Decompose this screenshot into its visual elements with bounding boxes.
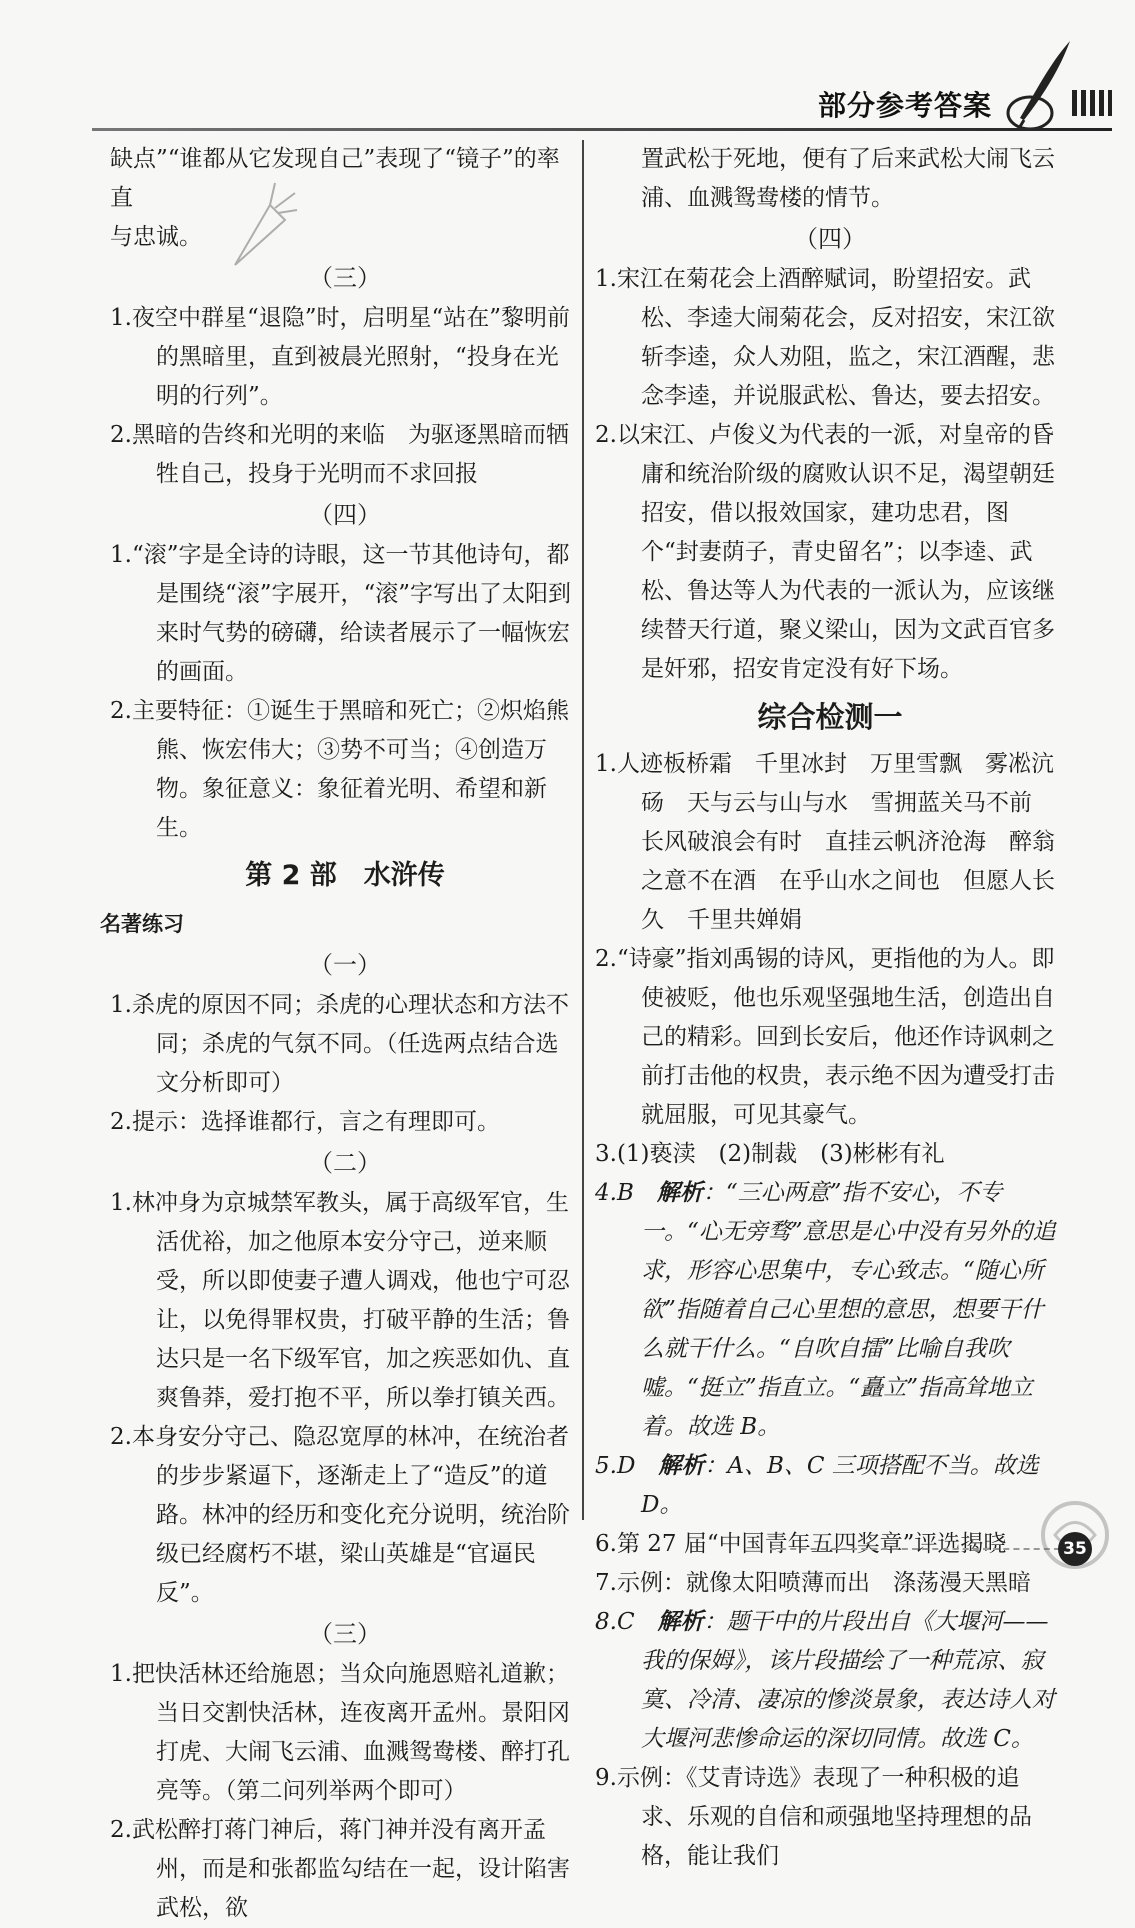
answer-item: 2.本身安分守己、隐忍宽厚的林冲，在统治者的步步紧逼下，逐渐走上了“造反”的道路。林冲的经历和变化充分说明，统治阶级已经腐朽不堪，梁山英雄是“官逼民反”。 <box>110 1424 570 1606</box>
answer-letter: 5.D <box>595 1453 636 1479</box>
continued-text: 置武松于死地，便有了后来武松大闹飞云浦、血溅鸳鸯楼的情节。 <box>641 146 1055 211</box>
answer-item: 7.示例：就像太阳喷薄而出 涤荡漫天黑暗 <box>595 1570 1031 1596</box>
answer-item: 2.“诗豪”指刘禹锡的诗风，更指他的为人。即使被贬，他也乐观坚强地生活，创造出自己的精彩。回到长安后，他还作诗讽刺之前打击他的权贵，表示绝不因为遭受打击就屈服，可见其豪气。 <box>595 946 1055 1128</box>
analysis-label: 解析 <box>658 1453 705 1479</box>
header-rule <box>92 128 1112 131</box>
sub-heading: 名著练习 <box>100 912 184 936</box>
section-heading: （二） <box>309 1149 381 1177</box>
answer-item: 1.把快活林还给施恩；当众向施恩赔礼道歉；当日交割快活林，连夜离开孟州。景阳冈打虎、大闹飞云浦、血溅鸳鸯楼、醉打孔亮等。（第二问列举两个即可） <box>110 1661 570 1804</box>
answer-item: 1.宋江在菊花会上酒醉赋词，盼望招安。武松、李逵大闹菊花会，反对招安，宋江欲斩李逵，众人劝阻，监之，宋江酒醒，悲念李逵，并说服武松、鲁达，要去招安。 <box>595 266 1055 409</box>
page-number: 35 <box>1058 1532 1092 1566</box>
page-header <box>0 0 1135 140</box>
answer-item: 2.武松醉打蒋门神后，蒋门神并没有离开孟州，而是和张都监勾结在一起，设计陷害武松，欲 <box>110 1817 570 1921</box>
header-decoration-bars <box>1072 90 1112 116</box>
answer-item: 2.黑暗的告终和光明的来临 为驱逐黑暗而牺牲自己，投身于光明而不求回报 <box>110 422 569 487</box>
answer-item <box>595 745 1065 823</box>
analysis-text: ：A、B、C 三项搭配不当。故选 D。 <box>641 1453 1039 1518</box>
answer-item <box>595 1603 1065 1759</box>
section-heading: （三） <box>309 264 381 292</box>
answer-item: 9.示例：《艾青诗选》表现了一种积极的追求、乐观的自信和顽强地坚持理想的品格，能让我们 <box>595 1765 1032 1869</box>
column-divider <box>582 140 584 1520</box>
section-heading: （四） <box>794 225 866 253</box>
section-heading: （三） <box>309 1620 381 1648</box>
left-column <box>100 140 580 1928</box>
analysis-text: ：“三心两意”指不安心，不专一。“心无旁骛”意思是心中没有另外的追求，形容心思集中，专心致志。“随心所欲”指随着自己心里想的意思，想要干什么就干什么。“自吹自擂”比喻自我吹嘘。“挺立”指直立。“矗立”指高耸地立着。故选 B。 <box>641 1180 1056 1440</box>
answer-item: 1.“滚”字是全诗的诗眼，这一节其他诗句，都是围绕“滚”字展开，“滚”字写出了太阳到来时气势的磅礴，给读者展示了一幅恢宏的画面。 <box>110 542 572 685</box>
analysis-text: ：题干中的片段出自《大堰河——我的保姆》，该片段描绘了一种荒凉、寂寞、冷清、凄凉的惨淡景象，表达诗人对大堰河悲惨命运的深切同情。故选 C。 <box>641 1609 1055 1752</box>
answer-item: 2.以宋江、卢俊义为代表的一派，对皇帝的昏庸和统治阶级的腐败认识不足，渴望朝廷招安，借以报效国家，建功忠君，图个“封妻荫子，青史留名”；以李逵、武松、鲁达等人为代表的一派认为，应该继续替天行道，聚义梁山，因为文武百官多是奸邪，招安肯定没有好下场。 <box>595 422 1055 682</box>
analysis-label: 解析 <box>656 1180 703 1206</box>
quill-pen-icon <box>1000 38 1075 133</box>
answer-letter: 8.C <box>595 1609 635 1635</box>
part-title: 第 2 部 水浒传 <box>245 860 445 891</box>
right-column <box>595 140 1065 1876</box>
intro-line: 缺点”“谁都从它发现自己”表现了“镜子”的率直 <box>110 146 560 211</box>
answer-item: 1.林冲身为京城禁军教头，属于高级军官，生活优裕，加之他原本安分守己，逆来顺受，所以即使妻子遭人调戏，他也宁可忍让，以免得罪权贵，打破平静的生活；鲁达只是一名下级军官，加之疾恶如仇、直爽鲁莽，爱打抱不平，所以拳打镇关西。 <box>110 1190 570 1411</box>
header-title: 部分参考答案 <box>818 89 993 122</box>
analysis-label: 解析 <box>657 1609 704 1635</box>
answer-item: 2.主要特征：①诞生于黑暗和死亡；②炽焰熊熊、恢宏伟大；③势不可当；④创造万物。象征意义：象征着光明、希望和新生。 <box>110 698 569 841</box>
section-heading: （一） <box>309 951 381 979</box>
poem-line: 长风破浪会有时 直挂云帆济沧海 醉翁之意不在酒 在乎山水之间也 但愿人长久 千里共婵娟 <box>641 829 1055 933</box>
test-title: 综合检测一 <box>757 700 903 734</box>
poem-line: 人迹板桥霜 千里冰封 万里雪飘 雾凇沆砀 天与云与山与水 雪拥蓝关马不前 <box>616 751 1054 816</box>
answer-item: 3.(1)亵渎 (2)制裁 (3)彬彬有礼 <box>595 1141 945 1167</box>
answer-item <box>595 1447 1065 1525</box>
section-heading: （四） <box>309 501 381 529</box>
answer-item <box>595 1174 1065 1447</box>
answer-letter: 4.B <box>595 1180 634 1206</box>
answer-item: 1.杀虎的原因不同；杀虎的心理状态和方法不同；杀虎的气氛不同。（任选两点结合选文分析即可） <box>110 992 569 1096</box>
intro-line: 与忠诚。 <box>110 224 202 250</box>
answer-item: 2.提示：选择谁都行，言之有理即可。 <box>110 1109 500 1135</box>
answer-item: 6.第 27 届“中国青年五四奖章”评选揭晓 <box>595 1531 1007 1557</box>
answer-item: 1.夜空中群星“退隐”时，启明星“站在”黎明前的黑暗里，直到被晨光照射，“投身在光明的行列”。 <box>110 305 570 409</box>
question-number: 1. <box>595 751 617 777</box>
